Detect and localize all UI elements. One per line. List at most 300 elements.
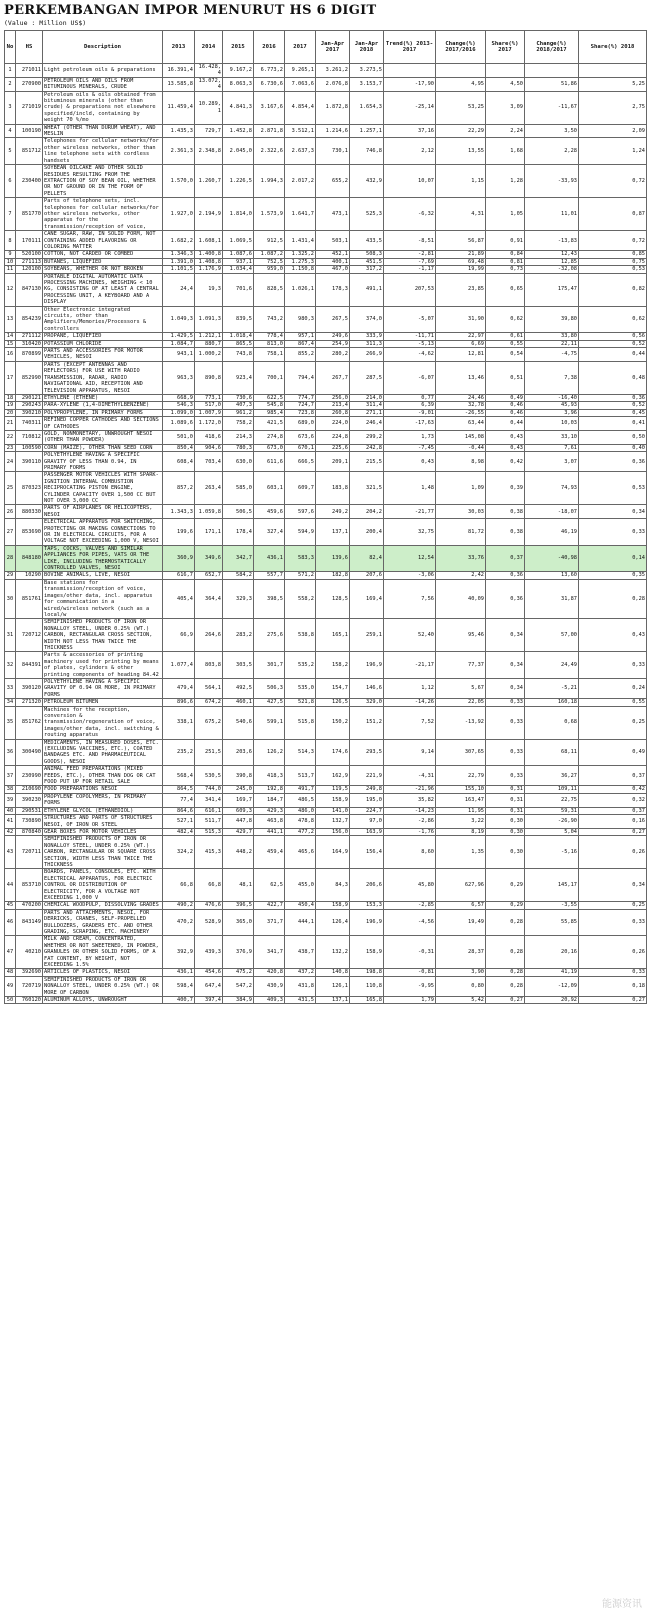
table-cell: 206,6 — [350, 869, 384, 902]
table-cell: Machines for the reception, conversion & transmission/regeneration of voice, images/other data, incl. switching & routing apparatus — [43, 706, 163, 739]
table-cell: 22 — [5, 430, 16, 444]
table-cell: 235,2 — [163, 739, 195, 766]
table-cell: 8,19 — [436, 828, 486, 835]
table-cell: -14,23 — [384, 807, 436, 814]
table-cell: 564,1 — [195, 678, 223, 698]
table-cell: 880,7 — [195, 340, 223, 347]
table-cell: -11,71 — [384, 333, 436, 340]
table-cell: -5,21 — [525, 678, 579, 698]
table-cell: 39,80 — [525, 306, 579, 333]
table-cell: 1,12 — [384, 678, 436, 698]
table-cell: 270900 — [16, 77, 43, 91]
table-row — [5, 165, 647, 198]
table-cell: 1,15 — [436, 165, 486, 198]
table-cell: 1.214,6 — [316, 124, 350, 138]
table-cell: 119,5 — [316, 786, 350, 793]
table-cell: 511,7 — [195, 815, 223, 829]
table-cell: 0,42 — [579, 786, 647, 793]
table-cell: 25 — [5, 472, 16, 505]
table-cell: 0,84 — [486, 251, 525, 258]
table-cell: 0,28 — [486, 909, 525, 936]
table-cell: 506,3 — [254, 678, 285, 698]
table-cell: 164,9 — [316, 836, 350, 869]
table-cell: 341,4 — [195, 793, 223, 807]
table-cell: 174,6 — [316, 739, 350, 766]
table-cell: 652,7 — [195, 572, 223, 579]
table-cell: 35 — [5, 706, 16, 739]
table-cell: 848180 — [16, 545, 43, 572]
table-cell: 0,45 — [579, 409, 647, 416]
table-cell: 49 — [5, 976, 16, 996]
table-cell: 110,8 — [350, 976, 384, 996]
table-cell: 720712 — [16, 619, 43, 652]
table-cell: 603,1 — [254, 472, 285, 505]
table-cell: ETHYLENE GLYCOL (ETHANEDIOL) — [43, 807, 163, 814]
table-cell: 182,8 — [316, 572, 350, 579]
table-cell: 55,85 — [525, 909, 579, 936]
table-cell: -2,86 — [384, 815, 436, 829]
table-cell: 1.408,8 — [195, 258, 223, 265]
table-cell: 673,0 — [254, 444, 285, 451]
table-cell: 34 — [5, 699, 16, 706]
table-cell: MEDICAMENTS, IN MEASURED DOSES, ETC. (EXCLUDING VACCINES, ETC.), COATED BANDAGES ETC. AND PHARMACEUTICAL GOODS), NESOI — [43, 739, 163, 766]
table-row — [5, 417, 647, 431]
table-cell: -3,55 — [525, 902, 579, 909]
table-cell: 17 — [5, 361, 16, 394]
table-cell: 431,8 — [285, 976, 316, 996]
table-cell: 0,14 — [579, 545, 647, 572]
table-cell: 24,4 — [163, 273, 195, 306]
table-cell: 329,3 — [223, 579, 254, 618]
table-cell: 813,0 — [254, 340, 285, 347]
table-cell: 29 — [5, 572, 16, 579]
table-cell: 501,0 — [163, 430, 195, 444]
table-cell: 301,7 — [254, 652, 285, 679]
table-cell: 271019 — [16, 91, 43, 124]
table-cell: 723,8 — [285, 409, 316, 416]
table-cell: 0,85 — [579, 251, 647, 258]
table-cell: 169,7 — [223, 793, 254, 807]
table-cell: 491,1 — [350, 273, 384, 306]
table-cell: -0,44 — [436, 444, 486, 451]
table-cell: -1,76 — [384, 828, 436, 835]
table-cell: 224,0 — [316, 417, 350, 431]
table-cell: 2.045,0 — [223, 138, 254, 165]
table-cell: 1.814,0 — [223, 198, 254, 231]
table-cell: 912,5 — [254, 231, 285, 251]
table-cell: 0,36 — [579, 452, 647, 472]
table-cell: 400,1 — [316, 258, 350, 265]
table-cell: 0,27 — [579, 997, 647, 1004]
table-cell: 3.273,5 — [350, 64, 384, 78]
table-cell: 0,52 — [579, 340, 647, 347]
table-cell: 520100 — [16, 251, 43, 258]
table-cell: 528,9 — [195, 909, 223, 936]
table-cell: 170111 — [16, 231, 43, 251]
table-cell: 0,26 — [579, 836, 647, 869]
table-cell: 259,1 — [350, 619, 384, 652]
table-cell: Telephones for cellular networks/for other wireless networks, other than line telephone sets with cordless handsets — [43, 138, 163, 165]
table-cell: 48,1 — [223, 869, 254, 902]
table-cell: 20,16 — [525, 936, 579, 969]
table-cell: 158,9 — [316, 793, 350, 807]
table-cell: 254,9 — [316, 340, 350, 347]
table-cell: 171,1 — [195, 519, 223, 546]
table-cell: 1.172,0 — [195, 417, 223, 431]
table-cell: 145,08 — [436, 430, 486, 444]
table-cell: 465,6 — [285, 836, 316, 869]
table-cell: 535,0 — [285, 678, 316, 698]
table-cell: 33 — [5, 678, 16, 698]
table-cell: -25,14 — [384, 91, 436, 124]
table-cell: 3,96 — [525, 409, 579, 416]
table-cell: 22,75 — [525, 793, 579, 807]
table-cell — [579, 64, 647, 78]
table-cell: 77,37 — [436, 652, 486, 679]
table-cell: 3,09 — [486, 91, 525, 124]
table-row — [5, 348, 647, 362]
table-cell: 140,8 — [316, 969, 350, 976]
table-cell: 267,7 — [316, 361, 350, 394]
table-cell: 854239 — [16, 306, 43, 333]
table-cell: 2,24 — [486, 124, 525, 138]
table-cell: 2,42 — [436, 572, 486, 579]
table-cell: 0,77 — [384, 394, 436, 401]
table-cell: PARTS (EXCEPT ANTENNAS AND REFLECTORS) FOR USE WITH RADIO TRANSMISSION, RADAR, RADIO NAVIGATIONAL AID, RECEPTION AND TELEVISION APPARATUS, NESOI — [43, 361, 163, 394]
table-cell: 0,87 — [579, 198, 647, 231]
table-cell: 473,1 — [316, 198, 350, 231]
table-cell: 43 — [5, 836, 16, 869]
table-cell: 611,6 — [254, 452, 285, 472]
table-cell: 0,44 — [579, 348, 647, 362]
table-row — [5, 64, 647, 78]
table-cell: 438,7 — [285, 936, 316, 969]
table-cell: 609,7 — [285, 472, 316, 505]
table-cell: 44 — [5, 869, 16, 902]
col-header-2017: 2017 — [285, 31, 316, 64]
table-cell: 4.841,3 — [223, 91, 254, 124]
table-cell: 150,2 — [316, 706, 350, 739]
table-cell: 209,1 — [316, 452, 350, 472]
table-cell: 178,4 — [223, 519, 254, 546]
table-cell: 23,85 — [436, 273, 486, 306]
table-cell: 57,00 — [525, 619, 579, 652]
table-cell: 865,5 — [223, 340, 254, 347]
table-cell: 137,1 — [316, 997, 350, 1004]
table-cell: 608,4 — [163, 452, 195, 472]
table-cell: 12,54 — [384, 545, 436, 572]
table-cell: 0,36 — [486, 579, 525, 618]
table-cell: 19 — [5, 402, 16, 409]
table-cell: STRUCTURES AND PARTS OF STRUCTURES NESOI, OF IRON OR STEEL — [43, 815, 163, 829]
table-cell: 390120 — [16, 678, 43, 698]
table-cell: 0,31 — [486, 786, 525, 793]
table-cell: 730,6 — [223, 394, 254, 401]
table-cell: 0,33 — [486, 739, 525, 766]
table-cell: 1,35 — [436, 836, 486, 869]
table-cell: 251,5 — [195, 739, 223, 766]
table-cell: 9.167,2 — [223, 64, 254, 78]
table-row — [5, 545, 647, 572]
table-cell: 184,7 — [254, 793, 285, 807]
table-cell: 433,5 — [350, 231, 384, 251]
table-cell: 33,80 — [525, 333, 579, 340]
table-cell: 84,3 — [316, 869, 350, 902]
table-cell: 1.573,9 — [254, 198, 285, 231]
table-cell: -7,69 — [384, 258, 436, 265]
table-cell: 429,3 — [254, 807, 285, 814]
table-cell: 843149 — [16, 909, 43, 936]
table-row — [5, 836, 647, 869]
table-row — [5, 409, 647, 416]
table-cell: 66,9 — [163, 619, 195, 652]
table-cell: 327,4 — [254, 519, 285, 546]
table-cell: 6.773,2 — [254, 64, 285, 78]
table-cell: 5,42 — [436, 997, 486, 1004]
col-header-2013: 2013 — [163, 31, 195, 64]
table-cell: 12,85 — [525, 258, 579, 265]
table-row — [5, 572, 647, 579]
table-cell: ARTICLES OF PLASTICS, NESOI — [43, 969, 163, 976]
table-cell: 3.512,1 — [285, 124, 316, 138]
table-cell: 2,28 — [525, 138, 579, 165]
table-cell: ELECTRICAL APPARATUS FOR SWITCHING, PROTECTING OR MAKING CONNECTIONS TO OR IN ELECTRICAL CIRCUITS, FOR A VOLTAGE NOT EXCEEDING 1,000 V, NESOI — [43, 519, 163, 546]
table-cell: -21,17 — [384, 652, 436, 679]
table-cell: 10 — [5, 258, 16, 265]
table-cell: 437,2 — [285, 969, 316, 976]
table-cell: 137,1 — [316, 519, 350, 546]
table-cell: ETHYLENE (ETHENE) — [43, 394, 163, 401]
table-cell: 266,9 — [350, 348, 384, 362]
table-cell: 0,43 — [486, 430, 525, 444]
table-cell: 39 — [5, 793, 16, 807]
table-cell: 1.429,5 — [163, 333, 195, 340]
table-cell: 6,39 — [384, 402, 436, 409]
table-cell: PETROLEUM OILS AND OILS FROM BITUMINOUS MINERALS, CRUDE — [43, 77, 163, 91]
table-cell: 851770 — [16, 198, 43, 231]
table-cell: 668,9 — [163, 394, 195, 401]
table-cell: 1.077,4 — [163, 652, 195, 679]
table-cell: 0,34 — [486, 652, 525, 679]
table-cell: 1.608,1 — [195, 231, 223, 251]
table-cell: 409,3 — [254, 997, 285, 1004]
table-cell: 1.034,4 — [223, 266, 254, 273]
table-cell: 568,4 — [163, 766, 195, 786]
table-cell: 0,55 — [486, 340, 525, 347]
table-cell: 7 — [5, 198, 16, 231]
table-row — [5, 766, 647, 786]
table-cell: 0,33 — [579, 652, 647, 679]
table-cell: 421,5 — [254, 417, 285, 431]
table-cell: 851762 — [16, 706, 43, 739]
table-cell: 22,97 — [436, 333, 486, 340]
table-cell: -9,95 — [384, 976, 436, 996]
table-cell: BOVINE ANIMALS, LIVE, NESOI — [43, 572, 163, 579]
table-cell: BOARDS, PANELS, CONSOLES, ETC. WITH ELECTRICAL APPARATUS, FOR ELECTRIC CONTROL OR DISTRIBUTION OF ELECTRICITY, FOR A VOLTAGE NOT EXCEEDING 1,000 V — [43, 869, 163, 902]
table-row — [5, 902, 647, 909]
table-cell: 210690 — [16, 786, 43, 793]
table-cell: 1.275,3 — [285, 258, 316, 265]
table-cell: 937,1 — [223, 258, 254, 265]
table-cell: 287,5 — [350, 361, 384, 394]
table-cell: 584,2 — [223, 572, 254, 579]
table-cell: -18,07 — [525, 505, 579, 519]
table-cell: REFINED COPPER CATHODES AND SECTIONS OF CATHODES — [43, 417, 163, 431]
table-cell: 31 — [5, 619, 16, 652]
col-header-janapr-2017: Jan-Apr 2017 — [316, 31, 350, 64]
table-cell: 0,25 — [579, 902, 647, 909]
table-cell: 283,2 — [223, 619, 254, 652]
table-cell: SOYBEAN OILCAKE AND OTHER SOLID RESIDUES RESULTING FROM THE EXTRACTION OF SOY BEAN OIL, WHETHER OR NOT GROUND OR IN THE FORM OF PELLETS — [43, 165, 163, 198]
table-cell: 1.150,8 — [285, 266, 316, 273]
table-cell: 1.101,5 — [163, 266, 195, 273]
table-cell: 0,33 — [486, 699, 525, 706]
table-cell: 0,33 — [579, 969, 647, 976]
table-cell: 45 — [5, 902, 16, 909]
table-cell: 24,46 — [436, 394, 486, 401]
table-cell: 463,8 — [254, 815, 285, 829]
col-header-2015: 2015 — [223, 31, 254, 64]
table-cell: 37 — [5, 766, 16, 786]
table-cell: 630,0 — [223, 452, 254, 472]
table-cell: 163,47 — [436, 793, 486, 807]
table-cell: 1.091,3 — [195, 306, 223, 333]
table-cell: 11 — [5, 266, 16, 273]
table-cell: 0,46 — [486, 402, 525, 409]
table-cell: 0,82 — [579, 273, 647, 306]
table-cell: 3 — [5, 91, 16, 124]
table-row — [5, 198, 647, 231]
table-cell: 109,11 — [525, 786, 579, 793]
table-cell: 740311 — [16, 417, 43, 431]
table-cell: 36,27 — [525, 766, 579, 786]
table-cell: 249,2 — [316, 505, 350, 519]
table-cell: PARA-XYLENE (1,4-DIMETHYLBENZENE) — [43, 402, 163, 409]
watermark-logo: 能源资讯 — [602, 1599, 642, 1610]
table-cell: 120100 — [16, 266, 43, 273]
table-cell: 847130 — [16, 273, 43, 306]
table-cell: 30 — [5, 579, 16, 618]
table-row — [5, 430, 647, 444]
table-cell: 1.018,4 — [223, 333, 254, 340]
table-cell: 5,04 — [525, 828, 579, 835]
table-cell: 0,46 — [486, 409, 525, 416]
table-cell: 290531 — [16, 807, 43, 814]
table-cell: 627,96 — [436, 869, 486, 902]
table-cell: 365,0 — [223, 909, 254, 936]
table-cell: SEMIFINISHED PRODUCTS OF IRON OR NONALLOY STEEL, UNDER 0.25% (WT.) CARBON, RECTANGULAR OR SQUARE CROSS SECTION, WIDTH LESS THAN TWICE THE THICKNESS — [43, 836, 163, 869]
table-cell: 1.570,0 — [163, 165, 195, 198]
table-cell: 730,1 — [316, 138, 350, 165]
table-cell: -9,01 — [384, 409, 436, 416]
table-cell: 585,0 — [223, 472, 254, 505]
table-row — [5, 266, 647, 273]
table-row — [5, 138, 647, 165]
table-cell: POLYPROPYLENE, IN PRIMARY FORMS — [43, 409, 163, 416]
table-cell: 10,07 — [384, 165, 436, 198]
col-header-share-2018: Share(%) 2018 — [579, 31, 647, 64]
table-cell: 2,09 — [579, 124, 647, 138]
table-cell: 0,80 — [436, 976, 486, 996]
table-cell: 1.176,9 — [195, 266, 223, 273]
table-cell: 390230 — [16, 793, 43, 807]
table-cell: 0,49 — [486, 394, 525, 401]
table-cell: 857,2 — [163, 472, 195, 505]
table-cell: -17,90 — [384, 77, 436, 91]
table-cell: 371,7 — [254, 909, 285, 936]
table-cell: 5,67 — [436, 678, 486, 698]
table-cell: 307,65 — [436, 739, 486, 766]
table-cell: 0,52 — [579, 402, 647, 409]
table-cell: 2.017,2 — [285, 165, 316, 198]
table-cell: -4,62 — [384, 348, 436, 362]
table-cell: 476,6 — [195, 902, 223, 909]
table-cell: 256,0 — [316, 394, 350, 401]
table-cell: CHEMICAL WOODPULP, DISSOLVING GRADES — [43, 902, 163, 909]
table-cell: 864,6 — [163, 807, 195, 814]
table-cell: 1.346,3 — [163, 251, 195, 258]
table-cell: -5,13 — [384, 340, 436, 347]
table-cell: 349,6 — [195, 545, 223, 572]
table-cell: 224,8 — [316, 430, 350, 444]
table-cell: 162,9 — [316, 766, 350, 786]
table-cell: 547,2 — [223, 976, 254, 996]
table-cell: -4,56 — [384, 909, 436, 936]
table-cell: -6,32 — [384, 198, 436, 231]
table-cell: 482,4 — [163, 828, 195, 835]
table-cell: 1.069,5 — [223, 231, 254, 251]
table-cell: 980,3 — [285, 306, 316, 333]
table-cell: 0,65 — [486, 273, 525, 306]
table-cell: 22,05 — [436, 699, 486, 706]
table-cell: 963,3 — [163, 361, 195, 394]
table-cell: 459,4 — [254, 836, 285, 869]
table-cell: 839,5 — [223, 306, 254, 333]
table-cell: 199,6 — [163, 519, 195, 546]
table-cell: 1,09 — [436, 472, 486, 505]
table-cell: 183,8 — [316, 472, 350, 505]
table-cell: 175,47 — [525, 273, 579, 306]
table-cell: 470,2 — [163, 909, 195, 936]
table-cell: 260,8 — [316, 409, 350, 416]
table-cell: 418,6 — [195, 430, 223, 444]
table-cell: 853690 — [16, 519, 43, 546]
table-cell: 470200 — [16, 902, 43, 909]
table-cell: 3,07 — [525, 452, 579, 472]
table-cell: 673,6 — [285, 430, 316, 444]
table-cell: 647,4 — [195, 976, 223, 996]
table-cell: 7.063,6 — [285, 77, 316, 91]
table-cell: 0,33 — [579, 519, 647, 546]
table-row — [5, 519, 647, 546]
table-cell: 333,9 — [350, 333, 384, 340]
table-cell: 396,5 — [223, 902, 254, 909]
table-cell: -33,93 — [525, 165, 579, 198]
table-cell: 4.854,4 — [285, 91, 316, 124]
table-cell: 0,31 — [486, 793, 525, 807]
table-row — [5, 828, 647, 835]
table-cell: 21 — [5, 417, 16, 431]
table-cell: 415,3 — [195, 836, 223, 869]
table-cell: 28 — [5, 545, 16, 572]
table-cell: 53,25 — [436, 91, 486, 124]
table-cell: 2.637,3 — [285, 138, 316, 165]
table-cell: PROPANE, LIQUEFIED — [43, 333, 163, 340]
table-cell: -14,26 — [384, 699, 436, 706]
table-row — [5, 77, 647, 91]
table-row — [5, 652, 647, 679]
table-cell: 374,0 — [350, 306, 384, 333]
